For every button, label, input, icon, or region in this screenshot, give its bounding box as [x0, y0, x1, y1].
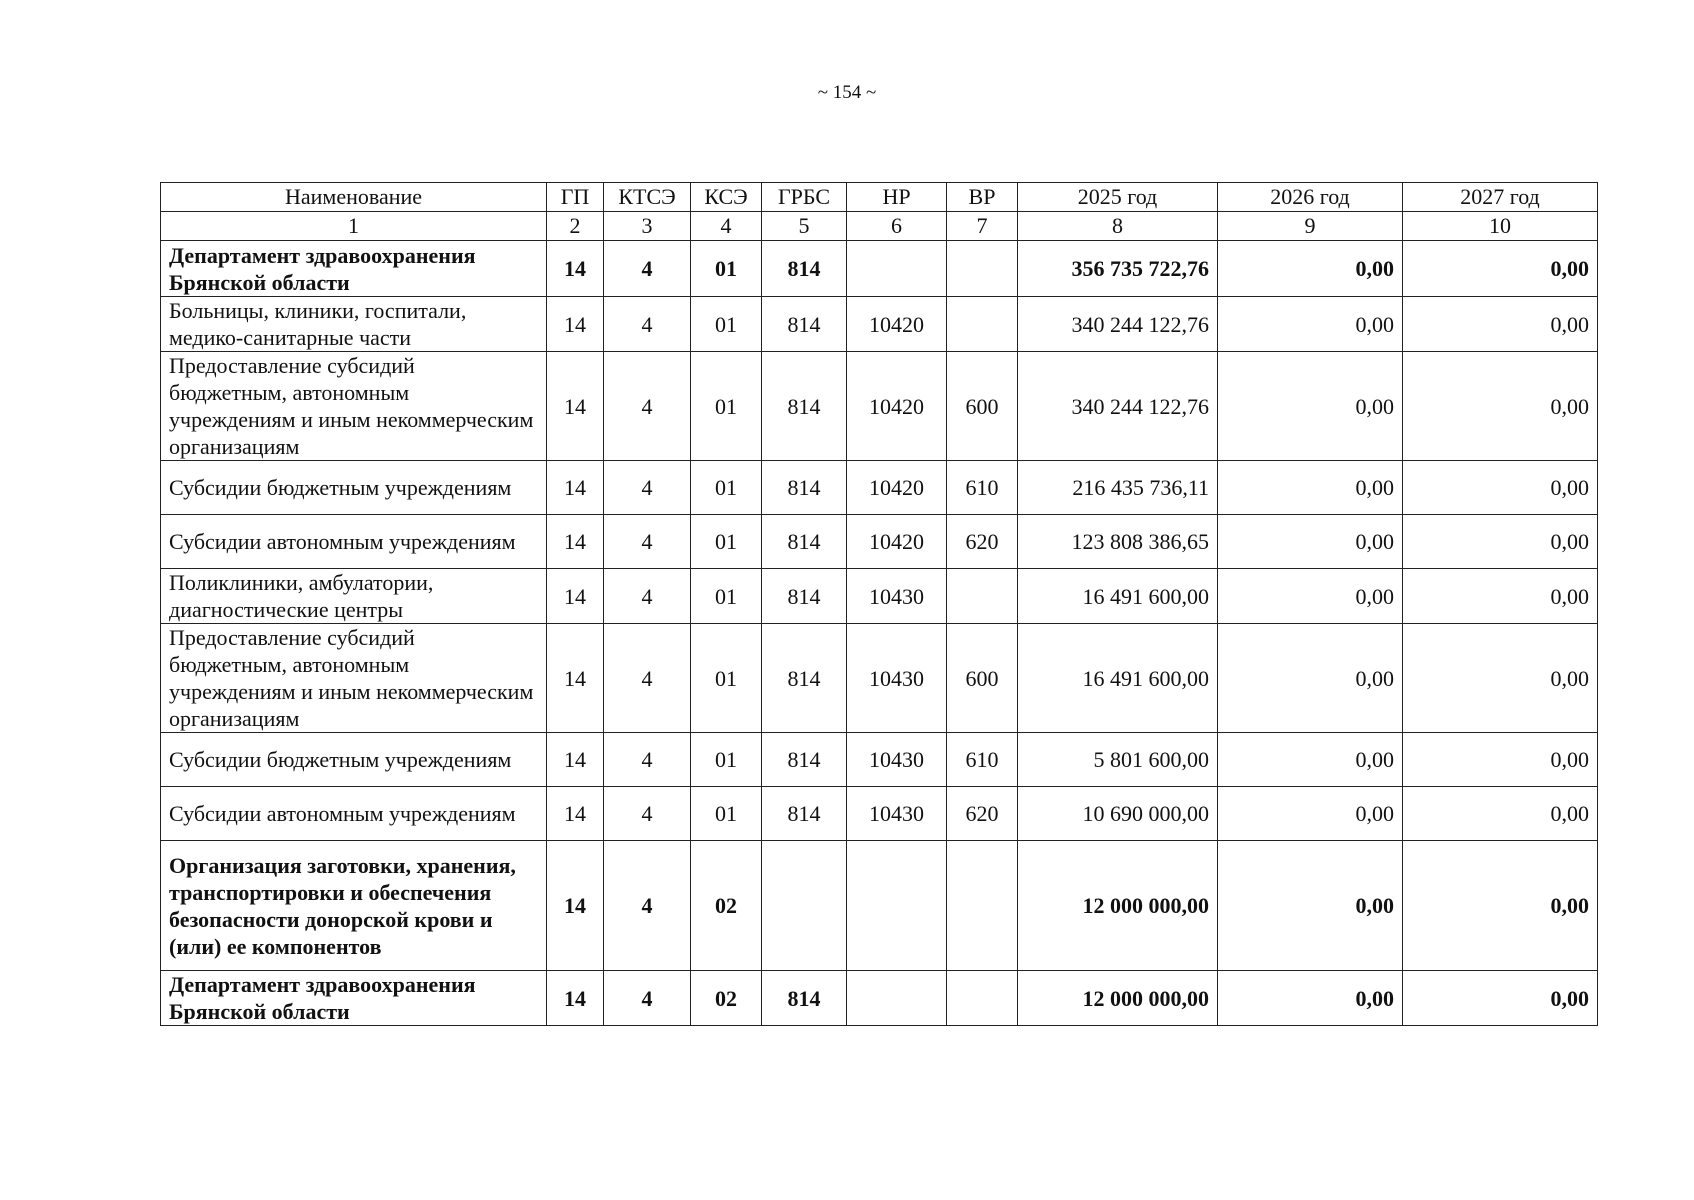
grbs-cell: 814 — [762, 297, 847, 352]
column-index: 5 — [762, 212, 847, 241]
vr-cell — [947, 841, 1018, 971]
table-row — [161, 461, 1598, 515]
kse-cell: 01 — [691, 461, 762, 515]
kse-cell: 01 — [691, 515, 762, 569]
nr-cell: 10430 — [847, 787, 947, 841]
grbs-cell: 814 — [762, 515, 847, 569]
gp-cell: 14 — [547, 787, 604, 841]
nr-cell: 10420 — [847, 461, 947, 515]
kse-cell: 01 — [691, 569, 762, 624]
row-name: Субсидии бюджетным учреждениям — [161, 461, 547, 515]
column-index: 6 — [847, 212, 947, 241]
ktse-cell: 4 — [604, 461, 691, 515]
vr-cell: 610 — [947, 733, 1018, 787]
column-index: 1 — [161, 212, 547, 241]
amount-2025-cell: 216 435 736,11 — [1018, 461, 1218, 515]
kse-cell: 01 — [691, 241, 762, 297]
nr-cell: 10430 — [847, 569, 947, 624]
column-header: КТСЭ — [604, 183, 691, 212]
ktse-cell: 4 — [604, 787, 691, 841]
table-row — [161, 841, 1598, 971]
column-header: 2027 год — [1403, 183, 1598, 212]
amount-2025-cell: 10 690 000,00 — [1018, 787, 1218, 841]
grbs-cell: 814 — [762, 733, 847, 787]
column-index: 2 — [547, 212, 604, 241]
amount-2027-cell: 0,00 — [1403, 515, 1598, 569]
column-header: 2025 год — [1018, 183, 1218, 212]
nr-cell — [847, 841, 947, 971]
amount-2026-cell: 0,00 — [1218, 569, 1403, 624]
vr-cell: 620 — [947, 515, 1018, 569]
amount-2026-cell: 0,00 — [1218, 624, 1403, 733]
row-name: Поликлиники, амбулатории, диагностические центры — [161, 569, 547, 624]
kse-cell: 01 — [691, 733, 762, 787]
ktse-cell: 4 — [604, 569, 691, 624]
row-name: Больницы, клиники, госпитали, медико-санитарные части — [161, 297, 547, 352]
column-index: 3 — [604, 212, 691, 241]
column-index: 4 — [691, 212, 762, 241]
grbs-cell: 814 — [762, 352, 847, 461]
grbs-cell: 814 — [762, 569, 847, 624]
amount-2026-cell: 0,00 — [1218, 241, 1403, 297]
amount-2027-cell: 0,00 — [1403, 569, 1598, 624]
column-header: ВР — [947, 183, 1018, 212]
amount-2027-cell: 0,00 — [1403, 461, 1598, 515]
amount-2026-cell: 0,00 — [1218, 515, 1403, 569]
column-index: 7 — [947, 212, 1018, 241]
vr-cell: 600 — [947, 352, 1018, 461]
ktse-cell: 4 — [604, 352, 691, 461]
amount-2025-cell: 123 808 386,65 — [1018, 515, 1218, 569]
row-name: Предоставление субсидий бюджетным, автономным учреждениям и иным некоммерческим организациям — [161, 352, 547, 461]
gp-cell: 14 — [547, 624, 604, 733]
table-row — [161, 971, 1598, 1026]
gp-cell: 14 — [547, 733, 604, 787]
gp-cell: 14 — [547, 461, 604, 515]
nr-cell: 10420 — [847, 515, 947, 569]
kse-cell: 01 — [691, 352, 762, 461]
vr-cell — [947, 241, 1018, 297]
row-name: Департамент здравоохранения Брянской области — [161, 971, 547, 1026]
amount-2027-cell: 0,00 — [1403, 841, 1598, 971]
vr-cell: 610 — [947, 461, 1018, 515]
table-body — [161, 241, 1598, 1026]
table-row — [161, 624, 1598, 733]
amount-2025-cell: 16 491 600,00 — [1018, 624, 1218, 733]
vr-cell: 600 — [947, 624, 1018, 733]
header-row — [161, 183, 1598, 212]
nr-cell: 10430 — [847, 624, 947, 733]
amount-2026-cell: 0,00 — [1218, 461, 1403, 515]
kse-cell: 01 — [691, 297, 762, 352]
column-header: КСЭ — [691, 183, 762, 212]
grbs-cell — [762, 841, 847, 971]
table-row — [161, 352, 1598, 461]
vr-cell — [947, 971, 1018, 1026]
table-row — [161, 733, 1598, 787]
grbs-cell: 814 — [762, 624, 847, 733]
row-name: Департамент здравоохранения Брянской области — [161, 241, 547, 297]
table-row — [161, 569, 1598, 624]
nr-cell — [847, 241, 947, 297]
ktse-cell: 4 — [604, 624, 691, 733]
amount-2027-cell: 0,00 — [1403, 787, 1598, 841]
amount-2026-cell: 0,00 — [1218, 971, 1403, 1026]
amount-2027-cell: 0,00 — [1403, 241, 1598, 297]
ktse-cell: 4 — [604, 515, 691, 569]
ktse-cell: 4 — [604, 841, 691, 971]
amount-2026-cell: 0,00 — [1218, 297, 1403, 352]
nr-cell: 10430 — [847, 733, 947, 787]
vr-cell — [947, 297, 1018, 352]
table-row — [161, 241, 1598, 297]
amount-2025-cell: 12 000 000,00 — [1018, 841, 1218, 971]
amount-2026-cell: 0,00 — [1218, 787, 1403, 841]
amount-2027-cell: 0,00 — [1403, 624, 1598, 733]
row-name: Предоставление субсидий бюджетным, автономным учреждениям и иным некоммерческим организациям — [161, 624, 547, 733]
amount-2026-cell: 0,00 — [1218, 733, 1403, 787]
amount-2025-cell: 356 735 722,76 — [1018, 241, 1218, 297]
row-name: Субсидии автономным учреждениям — [161, 515, 547, 569]
column-index: 10 — [1403, 212, 1598, 241]
column-header: Наименование — [161, 183, 547, 212]
gp-cell: 14 — [547, 841, 604, 971]
grbs-cell: 814 — [762, 461, 847, 515]
column-index: 8 — [1018, 212, 1218, 241]
grbs-cell: 814 — [762, 971, 847, 1026]
gp-cell: 14 — [547, 297, 604, 352]
amount-2027-cell: 0,00 — [1403, 733, 1598, 787]
gp-cell: 14 — [547, 515, 604, 569]
grbs-cell: 814 — [762, 241, 847, 297]
vr-cell: 620 — [947, 787, 1018, 841]
column-header: ГП — [547, 183, 604, 212]
column-index: 9 — [1218, 212, 1403, 241]
kse-cell: 01 — [691, 624, 762, 733]
amount-2025-cell: 12 000 000,00 — [1018, 971, 1218, 1026]
amount-2027-cell: 0,00 — [1403, 971, 1598, 1026]
column-header: 2026 год — [1218, 183, 1403, 212]
ktse-cell: 4 — [604, 733, 691, 787]
row-name: Организация заготовки, хранения, транспортировки и обеспечения безопасности донорской крови и (или) ее компонентов — [161, 841, 547, 971]
amount-2026-cell: 0,00 — [1218, 841, 1403, 971]
amount-2025-cell: 340 244 122,76 — [1018, 297, 1218, 352]
nr-cell: 10420 — [847, 297, 947, 352]
budget-table — [160, 182, 1598, 1026]
row-name: Субсидии автономным учреждениям — [161, 787, 547, 841]
nr-cell — [847, 971, 947, 1026]
amount-2027-cell: 0,00 — [1403, 352, 1598, 461]
amount-2025-cell: 5 801 600,00 — [1018, 733, 1218, 787]
grbs-cell: 814 — [762, 787, 847, 841]
ktse-cell: 4 — [604, 971, 691, 1026]
vr-cell — [947, 569, 1018, 624]
page-number: ~ 154 ~ — [817, 82, 877, 103]
amount-2025-cell: 16 491 600,00 — [1018, 569, 1218, 624]
nr-cell: 10420 — [847, 352, 947, 461]
table-row — [161, 515, 1598, 569]
table-row — [161, 297, 1598, 352]
column-header: ГРБС — [762, 183, 847, 212]
row-name: Субсидии бюджетным учреждениям — [161, 733, 547, 787]
column-index-row — [161, 212, 1598, 241]
gp-cell: 14 — [547, 241, 604, 297]
column-header: НР — [847, 183, 947, 212]
gp-cell: 14 — [547, 971, 604, 1026]
kse-cell: 02 — [691, 841, 762, 971]
amount-2027-cell: 0,00 — [1403, 297, 1598, 352]
gp-cell: 14 — [547, 352, 604, 461]
gp-cell: 14 — [547, 569, 604, 624]
ktse-cell: 4 — [604, 241, 691, 297]
amount-2026-cell: 0,00 — [1218, 352, 1403, 461]
ktse-cell: 4 — [604, 297, 691, 352]
table-row — [161, 787, 1598, 841]
kse-cell: 02 — [691, 971, 762, 1026]
amount-2025-cell: 340 244 122,76 — [1018, 352, 1218, 461]
kse-cell: 01 — [691, 787, 762, 841]
